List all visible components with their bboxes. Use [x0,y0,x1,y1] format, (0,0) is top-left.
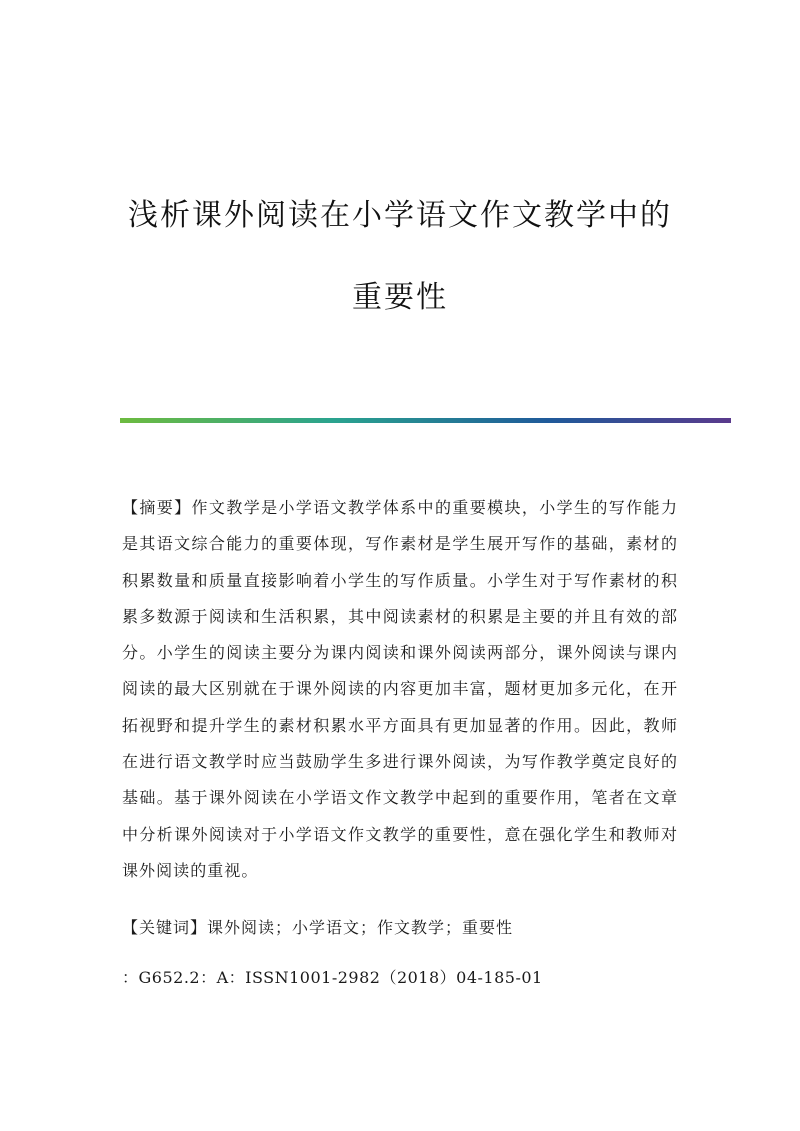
classification-code: ：G652.2：A：ISSN1001-2982（2018）04-185-01 [122,968,543,987]
keywords-label: 【关键词】 [122,918,208,937]
abstract-paragraph [122,490,678,889]
keywords-text: 课外阅读；小学语文；作文教学；重要性 [207,918,514,937]
keywords-line [122,915,513,938]
abstract-text: 作文教学是小学语文教学体系中的重要模块，小学生的写作能力是其语文综合能力的重要体现，写作素材是学生展开写作的基础，素材的积累数量和质量直接影响着小学生的写作质量。小学生对于写作素材的积累多数源于阅读和生活积累，其中阅读素材的积累是主要的并且有效的部分。小学生的阅读主要分为课内阅读和课外阅读两部分，课外阅读与课内阅读的最大区别就在于课外阅读的内容更加丰富，题材更加多元化，在开拓视野和提升学生的素材积累水平方面具有更加显著的作用。因此，教师在进行语文教学时应当鼓励学生多进行课外阅读，为写作教学奠定良好的基础。基于课外阅读在小学语文作文教学中起到的重要作用，笔者在文章中分析课外阅读对于小学语文作文教学的重要性，意在强化学生和教师对课外阅读的重视。 [122,498,678,880]
title-divider [120,418,731,423]
document-title-line-1: 浅析课外阅读在小学语文作文教学中的 [128,198,672,233]
document-title-line-2: 重要性 [352,280,448,315]
abstract-label: 【摘要】 [122,498,192,517]
